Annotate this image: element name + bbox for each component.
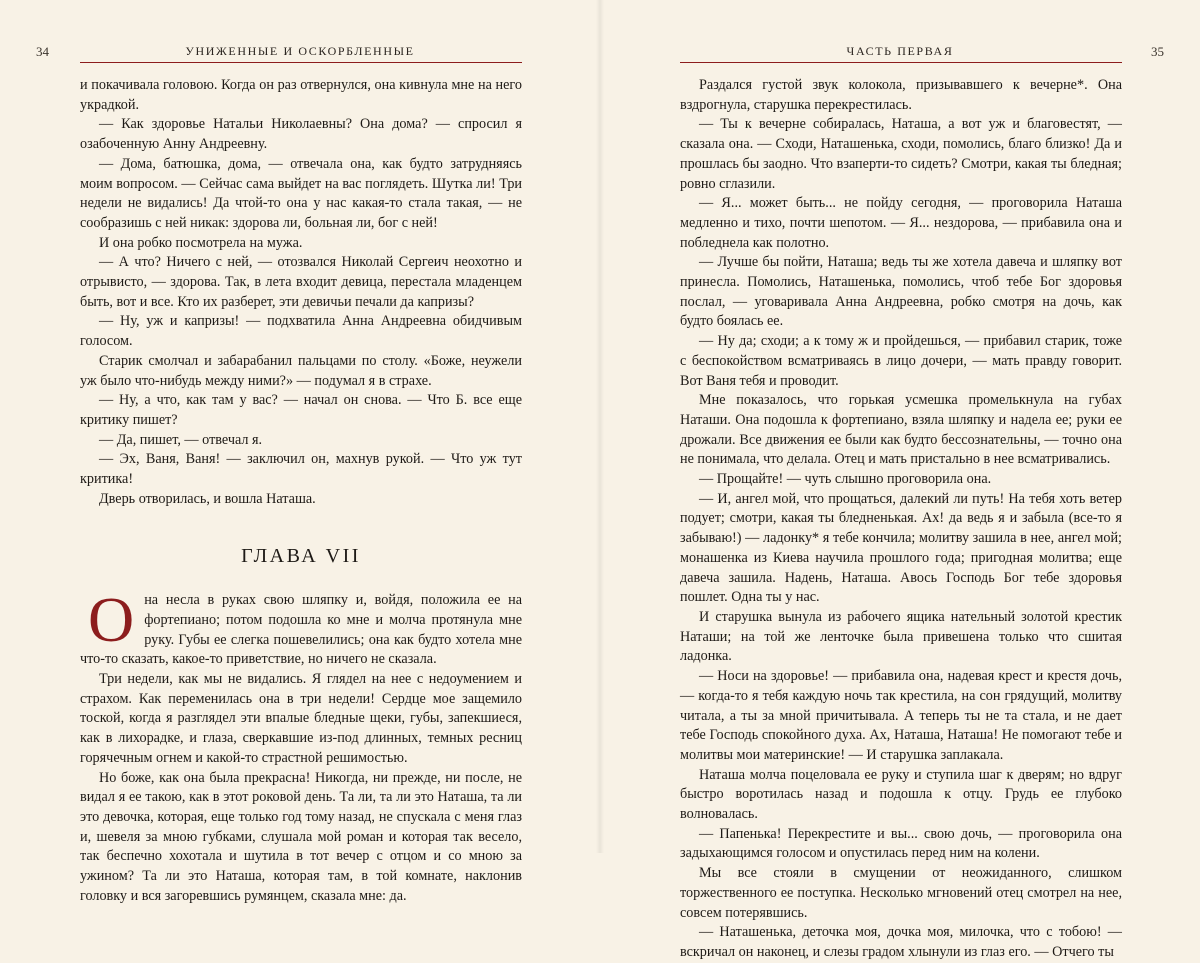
paragraph: — А что? Ничего с ней, — отозвался Николай Сергеич неохотно и отрывисто, — здорова. Так, в лета входит девица, перестала младенцем быть, вот и все. Кто их разберет, эти девичьи печали да капризы? xyxy=(80,254,522,310)
running-header: ЧАСТЬ ПЕРВАЯ xyxy=(846,44,954,58)
paragraph: — Ну, а что, как там у вас? — начал он снова. — Что Б. все еще критику пишет? xyxy=(80,392,522,428)
paragraph: — Как здоровье Натальи Николаевны? Она дома? — спросил я озабоченную Анну Андреевну. xyxy=(80,116,522,153)
paragraph: И она робко посмотрела на мужа. xyxy=(99,234,303,251)
paragraph: — Ты к вечерне собиралась, Наташа, а вот уж и благовестят, — сказала она. — Сходи, Наташенька, сходи, помолись, благо близко! Да и прошлась бы заодно. Что взаперти-то сидеть? Смотри, какая ты бледная; ровно сглазили. xyxy=(680,116,1122,192)
paragraph: — Папенька! Перекрестите и вы... свою дочь, — проговорила она задыхающимся голосом и опустилась перед ним на колени. xyxy=(680,825,1122,862)
paragraph: — Ну, уж и капризы! — подхватила Анна Андреевна обидчивым голосом. xyxy=(80,313,522,350)
page-body xyxy=(80,76,522,906)
paragraph: — Ну да; сходи; а к тому ж и пройдешься, — прибавил старик, тоже с беспокойством всматриваясь в лицо дочери, — мать правду говорит. Вот Ваня тебя и проводит. xyxy=(680,333,1122,389)
paragraph: — Прощайте! — чуть слышно проговорила она. xyxy=(699,471,992,488)
chapter-title: ГЛАВА VII xyxy=(241,545,361,568)
page-number: 34 xyxy=(36,44,49,59)
header-rule xyxy=(680,62,1122,63)
paragraph: — Да, пишет, — отвечал я. xyxy=(99,431,263,448)
paragraph: — И, ангел мой, что прощаться, далекий ли путь! На тебя хоть ветер подует; смотри, какая ты бледненькая. Ах! да ведь я и забыла (все-то я забываю!) — ладонку* я тебе кончила; молитву зашила в нее, ангел мой; монашенка из Киева научила прошлого года; пригодная молитва; еще давеча зашила. Надень, Наташа. Авось Господь Бог тебе здоровья пошлет. Одна ты у нас. xyxy=(680,490,1122,606)
paragraph: И старушка вынула из рабочего ящика нательный золотой крестик Наташи; на той же ленточке была привешена только что сшитая ладонка. xyxy=(680,608,1122,665)
page-body xyxy=(680,76,1122,963)
paragraph: Наташа молча поцеловала ее руку и ступила шаг к дверям; но вдруг быстро воротилась назад и подошла к отцу. Грудь ее глубоко волновалась. xyxy=(680,766,1122,823)
paragraph: — Дома, батюшка, дома, — отвечала она, как будто затрудняясь моим вопросом. — Сейчас сама выйдет на вас поглядеть. Шутка ли! Три недели не видались! Да чтой-то она у нас какая-то стала такая, — не сообразишь с ней никак: здорова ли, больная ли, бог с ней! xyxy=(80,155,522,231)
paragraph: Три недели, как мы не видались. Я глядел на нее с недоумением и страхом. Как переменилась она в три недели! Сердце мое защемило тоской, когда я разглядел эти впалые бледные щеки, губы, запекшиеся, как в лихорадке, и глаза, сверкавшие из-под длинных, темных ресниц горячечным огнем и какой-то страстной решимостью. xyxy=(80,670,522,766)
paragraph: Мы все стояли в смущении от неожиданного, слишком торжественного ее поступка. Несколько мгновений отец смотрел на нее, совсем потерявшись. xyxy=(680,865,1122,921)
paragraph: — Наташенька, деточка моя, дочка моя, милочка, что с тобою! — вскричал он наконец, и слезы градом хлынули из глаз его. — Отчего ты xyxy=(680,924,1122,960)
paragraph: — Носи на здоровье! — прибавила она, надевая крест и крестя дочь, — когда-то я тебя каждую ночь так крестила, на сон грядущий, молитву читала, а ты за мной причитывала. А теперь ты не та стала, и не дает тебе Господь спокойного духа. Ах, Наташа, Наташа! Не помогают тебе и молитвы мои материнские! — И старушка заплакала. xyxy=(680,668,1122,763)
paragraph: Мне показалось, что горькая усмешка промелькнула на губах Наташи. Она подошла к фортепиано, взяла шляпку и надела ее; руки ее дрожали. Все движения ее были как будто бессознательны, — точно она не понимала, что делала. Отец и мать пристально в нее всматривались. xyxy=(680,392,1122,468)
drop-cap-paragraph xyxy=(80,584,522,670)
running-header: УНИЖЕННЫЕ И ОСКОРБЛЕННЫЕ xyxy=(185,44,415,58)
paragraph: Раздался густой звук колокола, призывавшего к вечерне*. Она вздрогнула, старушка перекрестилась. xyxy=(680,77,1122,113)
paragraph: Но боже, как она была прекрасна! Никогда, ни прежде, ни после, не видал я ее такою, как в этот роковой день. Та ли, та ли это Наташа, та ли это девочка, которая, еще только год тому назад, не спускала с меня глаз и, шевеля за мною губками, слушала мой роман и которая так весело, так беспечно хохотала и шутила в тот вечер с отцом и со мною за ужином? Та ли это Наташа, которая там, в той комнате, наклонив головку и вся загоревшись румянцем, сказала мне: да. xyxy=(80,769,522,904)
drop-cap: О xyxy=(88,584,135,656)
paragraph: Старик смолчал и забарабанил пальцами по столу. «Боже, неужели уж было что-нибудь между ними?» — подумал я в страхе. xyxy=(80,352,522,389)
paragraph: — Лучше бы пойти, Наташа; ведь ты же хотела давеча и шляпку вот принесла. Помолись, Наташенька, помолись, чтоб тебе Бог здоровья послал, — уговаривала Анна Андреевна, робко смотря на дочь, как будто боялась ее. xyxy=(680,254,1122,330)
paragraph: — Эх, Ваня, Ваня! — заключил он, махнув рукой. — Что уж тут критика! xyxy=(80,451,522,488)
page-number: 35 xyxy=(1151,44,1164,59)
left-page xyxy=(0,0,600,904)
paragraph-text: на несла в руках свою шляпку и, войдя, положила ее на фортепиано; потом подошла ко мне и молча протянула мне руку. Губы ее слегка пошевелились; она как будто хотела мне что-то сказать, какое-то приветствие, но ничего не сказала. xyxy=(80,592,522,668)
paragraph: и покачивала головою. Когда он раз отвернулся, она кивнула мне на него украдкой. xyxy=(80,77,522,113)
paragraph: Дверь отворилась, и вошла Наташа. xyxy=(99,490,316,507)
paragraph: — Я... может быть... не пойду сегодня, — проговорила Наташа медленно и тихо, почти шепотом. — Я... нездорова, — прибавила она и побледнела как полотно. xyxy=(680,195,1122,251)
header-rule xyxy=(80,62,522,63)
right-page xyxy=(600,0,1200,960)
